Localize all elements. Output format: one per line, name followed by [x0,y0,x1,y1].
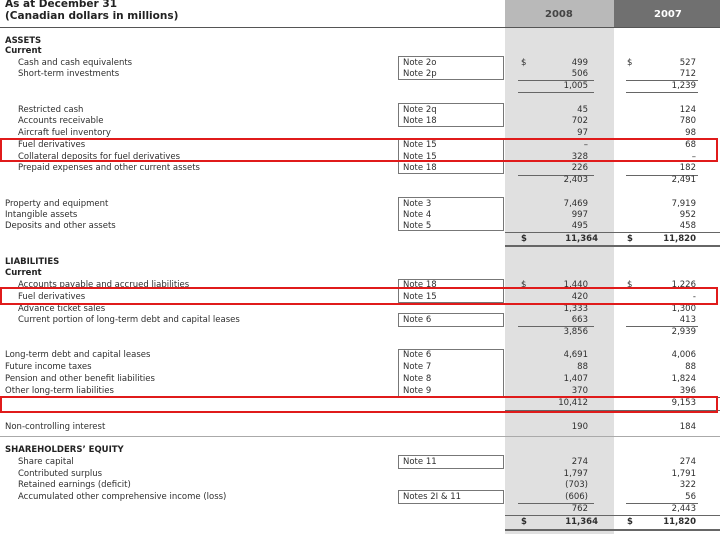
currency-symbol: $ [521,234,527,244]
value-2008: 88 [577,362,588,372]
liabilities-current-heading: Current [5,268,42,278]
subtotal-2007: 9,153 [671,398,696,408]
year-2008-label: 2008 [545,9,573,20]
value-2007: 458 [679,221,696,231]
subtotal-2008: 762 [571,504,588,514]
value-2008: 4,691 [563,350,588,360]
currency-symbol: $ [627,234,633,244]
value-2008: 1,797 [563,469,588,479]
column-2007-header [614,0,720,27]
total-rule [505,232,720,233]
row-label: Pension and other benefit liabilities [5,374,155,384]
value-2007: 4,006 [671,350,696,360]
value-2007: 780 [679,116,696,126]
row-label-fuel-derivatives: Fuel derivatives [18,140,86,150]
value-2008: 1,407 [563,374,588,384]
row-label: Prepaid expenses and other current assets [18,163,200,173]
row-label-non-controlling-interest: Non-controlling interest [5,422,106,432]
value-2008: 370 [571,386,588,396]
subtotal-2007: 2,939 [671,327,696,337]
row-label: Accumulated other comprehensive income (loss) [18,492,227,502]
subtotal-2007: 1,239 [671,81,696,91]
row-label: Restricted cash [18,105,84,115]
subtotal-2008: 2,403 [563,175,588,185]
value-2008: 420 [571,292,588,302]
row-label: Advance ticket sales [18,304,106,314]
row-label: Current portion of long-term debt and capital leases [18,315,240,325]
highlight-box-long-term-subtotal [0,396,718,413]
highlight-box-fuel-derivatives-liabilities [0,287,718,305]
total-rule [505,515,720,516]
value-2007: 396 [679,386,696,396]
statement-units-title: (Canadian dollars in millions) [5,10,179,22]
value-2007: 1,300 [671,304,696,314]
value-2007: 1,791 [671,469,696,479]
note-ref: Note 15 [403,140,437,150]
subtotal-2008: 10,412 [558,398,588,408]
row-label: Aircraft fuel inventory [18,128,111,138]
currency-symbol: $ [521,58,527,68]
value-2008: 274 [571,457,588,467]
note-ref: Note 18 [403,280,437,290]
row-label: Future income taxes [5,362,92,372]
value-2008: 226 [571,163,588,173]
total-liabilities-equity-2008: 11,364 [565,517,598,527]
note-ref: Note 4 [403,210,432,220]
value-2008: 495 [571,221,588,231]
note-ref: Note 9 [403,386,432,396]
note-ref: Note 7 [403,362,432,372]
value-2008: (703) [565,480,588,490]
note-ref: Note 8 [403,374,432,384]
note-ref: Note 2q [403,105,437,115]
note-ref: Note 2p [403,69,437,79]
statement-date-title: As at December 31 [5,0,117,10]
value-2008: 1,440 [563,280,588,290]
total-assets-2007: 11,820 [663,234,696,244]
note-ref: Note 2o [403,58,437,68]
value-2007: 322 [679,480,696,490]
note-ref: Note 15 [403,292,437,302]
liabilities-heading: LIABILITIES [5,257,60,267]
value-2008: 499 [571,58,588,68]
value-2007: 7,919 [671,199,696,209]
subtotal-rule [626,92,698,93]
total-double-rule [505,529,720,531]
value-2008: 663 [571,315,588,325]
value-2007: 1,824 [671,374,696,384]
subtotal-2008: 3,856 [563,327,588,337]
value-2008: 1,333 [563,304,588,314]
highlight-box-fuel-derivatives-assets [0,138,718,162]
value-2008: 506 [571,69,588,79]
row-label-fuel-derivatives-liability: Fuel derivatives [18,292,86,302]
value-2008: 997 [571,210,588,220]
currency-symbol: $ [521,280,527,290]
value-2008: 97 [577,128,588,138]
value-2008: 702 [571,116,588,126]
currency-symbol: $ [627,58,633,68]
note-ref: Note 6 [403,350,432,360]
value-2007: 274 [679,457,696,467]
currency-symbol: $ [627,517,633,527]
value-2007: - [692,292,696,302]
value-2007: 952 [679,210,696,220]
value-2007: 98 [685,128,696,138]
value-2007: 68 [685,140,696,150]
value-2007: 182 [679,163,696,173]
note-box [398,56,504,80]
row-label: Property and equipment [5,199,109,209]
value-2007: 712 [679,69,696,79]
currency-symbol: $ [627,280,633,290]
value-2008: – [583,140,588,150]
note-ref: Note 11 [403,457,437,467]
row-label: Cash and cash equivalents [18,58,133,68]
row-label: Retained earnings (deficit) [18,480,131,490]
note-ref: Notes 2I & 11 [403,492,462,502]
column-2008-header [505,0,614,27]
note-ref: Note 5 [403,221,432,231]
row-label-other-long-term-liabilities: Other long-term liabilities [5,386,114,396]
value-2008: 45 [577,105,588,115]
row-label: Accounts payable and accrued liabilities [18,280,190,290]
section-divider [0,436,720,437]
value-2008: 7,469 [563,199,588,209]
total-assets-2008: 11,364 [565,234,598,244]
subtotal-2007: 2,443 [671,504,696,514]
currency-symbol: $ [521,517,527,527]
note-ref: Note 3 [403,199,432,209]
value-2007: 88 [685,362,696,372]
note-ref: Note 18 [403,163,437,173]
subtotal-2008: 1,005 [563,81,588,91]
value-2008: (606) [565,492,588,502]
value-2008: 328 [571,152,588,162]
subtotal-rule [518,92,594,93]
row-label: Contributed surplus [18,469,103,479]
row-label-collateral-deposits: Collateral deposits for fuel derivatives [18,152,181,162]
row-label: Short-term investments [18,69,120,79]
equity-heading: SHAREHOLDERS’ EQUITY [5,445,124,455]
row-label: Deposits and other assets [5,221,116,231]
assets-heading: ASSETS [5,36,42,46]
value-2007: 527 [679,58,696,68]
value-2007: 124 [679,105,696,115]
row-label: Intangible assets [5,210,78,220]
total-double-rule [505,245,720,247]
note-ref: Note 18 [403,116,437,126]
note-ref: Note 6 [403,315,432,325]
total-liabilities-equity-2007: 11,820 [663,517,696,527]
note-ref: Note 15 [403,152,437,162]
value-2007: 184 [679,422,696,432]
row-label: Share capital [18,457,74,467]
value-2008: 190 [571,422,588,432]
row-label: Long-term debt and capital leases [5,350,151,360]
value-2007: 1,226 [671,280,696,290]
value-2007: – [691,152,696,162]
row-label: Accounts receivable [18,116,104,126]
value-2007: 413 [679,315,696,325]
assets-current-heading: Current [5,46,42,56]
year-2007-label: 2007 [654,9,682,20]
subtotal-2007: 2,491 [671,175,696,185]
header-rule [0,27,720,28]
value-2007: 56 [685,492,696,502]
